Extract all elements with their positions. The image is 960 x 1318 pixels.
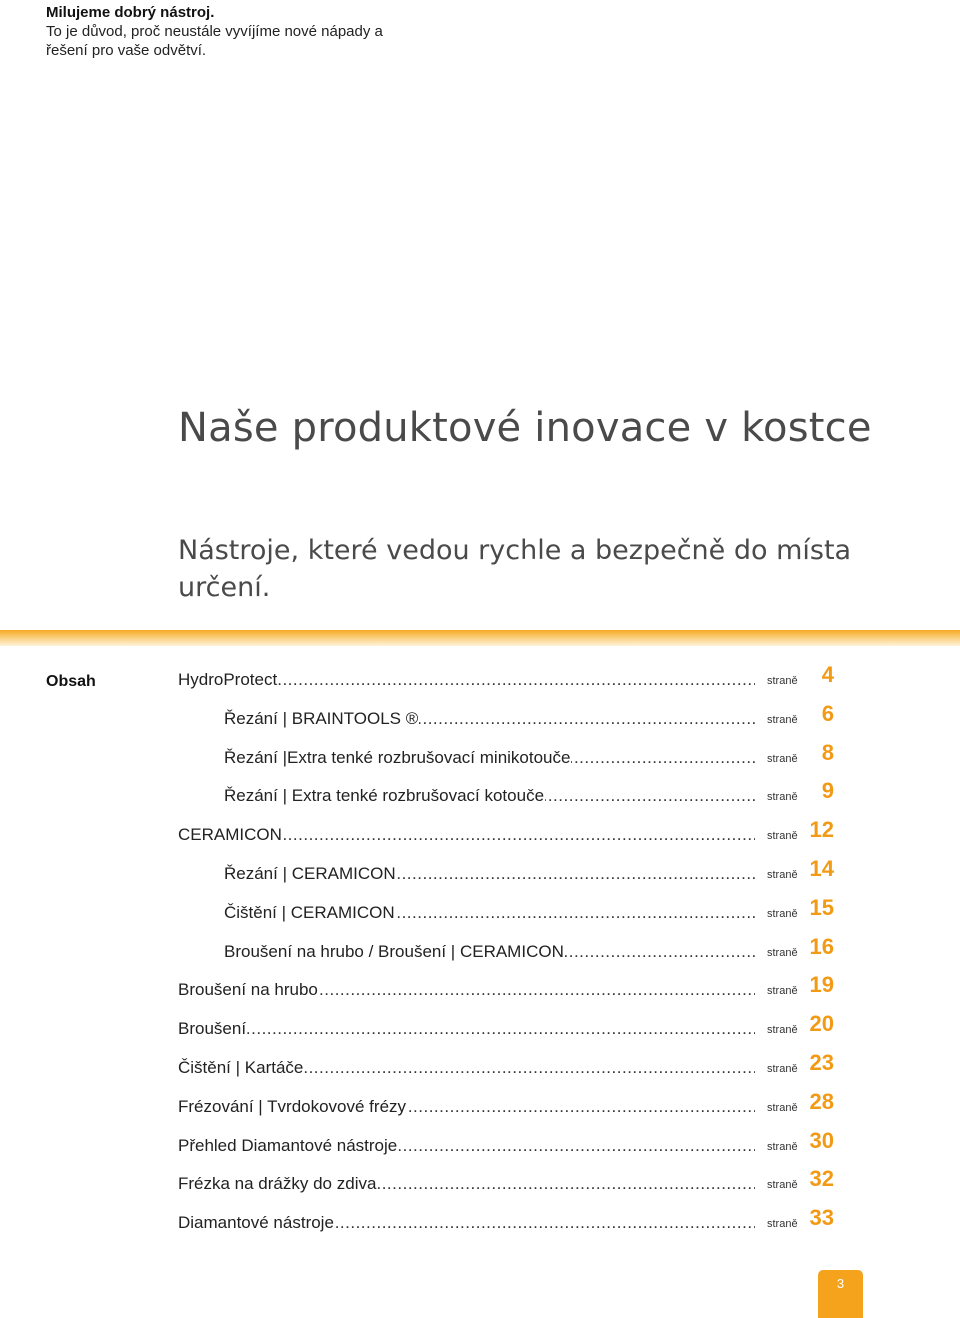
toc-entry-label: ..... Broušení: [178, 1019, 755, 1039]
toc-entry-page: 14: [809, 856, 834, 881]
page-number-tab: [818, 1270, 863, 1318]
toc-entry-cisteni-ceramicon[interactable]: [0, 891, 960, 930]
leader-dots: [178, 1019, 755, 1039]
page-prefix: straně: [767, 985, 798, 998]
page-title: Naše produktové inovace v kostce: [178, 405, 872, 451]
toc-entry-page: 9: [821, 778, 834, 804]
page-prefix: straně: [767, 675, 798, 687]
page-prefix: straně: [767, 1063, 798, 1075]
toc-entry-label: ..... Diamantové nástroje: [178, 1213, 755, 1233]
page-prefix: straně: [767, 907, 798, 920]
toc-heading: Obsah: [46, 673, 96, 690]
toc-entry-label: ..... Řezání | Extra tenké rozbrušovací kotouče: [224, 786, 755, 806]
tagline-heading: Milujeme dobrý nástroj.: [46, 4, 215, 21]
toc-entry-rezani-ceramicon[interactable]: [0, 852, 960, 891]
toc-entry-page: 16: [809, 933, 834, 959]
tagline-line-2: řešení pro vaše odvětví.: [46, 42, 207, 59]
toc-entry-diamantove-nastroje[interactable]: [0, 1201, 960, 1240]
toc-entry-label: ..... CERAMICON: [178, 825, 755, 845]
toc-entry-page: 19: [809, 972, 834, 998]
page-prefix: straně: [767, 1140, 798, 1153]
toc-entry-brouseni-na-hrubo[interactable]: [0, 968, 960, 1007]
page-prefix: straně: [767, 1024, 798, 1037]
toc-entry-label: ..... Řezání | BRAINTOOLS ®: [224, 709, 755, 729]
toc-entry-page: 20: [809, 1011, 834, 1037]
page-prefix: straně: [767, 1179, 798, 1192]
page-prefix: straně: [767, 869, 798, 881]
toc-entry-label: ..... HydroProtect: [178, 670, 755, 690]
toc-entry-label: ..... Broušení na hrubo / Broušení | CERAMICON: [224, 942, 755, 962]
toc-entry-cisteni-kartace[interactable]: [0, 1046, 960, 1085]
page-prefix: straně: [767, 1101, 798, 1114]
toc-entry-page: 12: [809, 817, 834, 843]
toc-entry-rezani-minikotouce[interactable]: [0, 736, 960, 775]
tagline-line-1: To je důvod, proč neustále vyvíjíme nové nápady a: [46, 23, 383, 40]
page-prefix: straně: [767, 713, 798, 726]
toc-entry-ceramicon[interactable]: [0, 813, 960, 852]
toc-entry-page: 6: [821, 700, 834, 726]
toc-entry-page: 15: [809, 894, 834, 920]
page-prefix: straně: [767, 946, 798, 959]
toc-entry-brouseni[interactable]: [0, 1007, 960, 1046]
toc-entry-label: ..... Čištění | CERAMICON: [224, 903, 755, 923]
toc-entry-hydroprotect[interactable]: [0, 658, 960, 697]
toc-entry-label: ..... Broušení na hrubo: [178, 980, 755, 1000]
toc-entry-prehled-diamantove[interactable]: [0, 1124, 960, 1163]
toc-entry-page: 23: [809, 1050, 834, 1075]
toc-entry-page: 28: [809, 1088, 834, 1114]
page-prefix: straně: [767, 1218, 798, 1231]
toc-entry-frezovani[interactable]: [0, 1085, 960, 1124]
page-prefix: straně: [767, 791, 798, 804]
page-prefix: straně: [767, 830, 798, 843]
orange-divider-band: [0, 630, 960, 646]
toc-entry-page: 32: [809, 1166, 834, 1192]
page-subtitle: Nástroje, které vedou rychle a bezpečně do místa určení.: [178, 535, 852, 603]
toc-entry-label: ..... Přehled Diamantové nástroje: [178, 1136, 755, 1156]
toc-entry-frezka-drazky[interactable]: [0, 1162, 960, 1201]
page-number: 3: [836, 1276, 845, 1291]
tagline: [46, 3, 466, 60]
toc-entry-rezani-kotouce[interactable]: [0, 774, 960, 813]
toc-entry-page: 30: [809, 1127, 834, 1153]
toc-entry-label: ..... Řezání | CERAMICON: [224, 864, 755, 884]
toc-entry-brouseni-ceramicon[interactable]: [0, 930, 960, 969]
toc-entry-page: 4: [821, 662, 834, 687]
page-prefix: straně: [767, 752, 798, 765]
toc-entry-page: 8: [821, 739, 834, 765]
toc-entry-label: ..... Frézka na drážky do zdiva: [178, 1174, 755, 1194]
toc-entry-page: 33: [809, 1205, 834, 1231]
toc-entry-label: ..... Řezání |Extra tenké rozbrušovací minikotouče: [224, 748, 755, 768]
toc-entry-label: ..... Frézování | Tvrdokovové frézy: [178, 1097, 755, 1117]
toc-entry-label: ..... Čištění | Kartáče: [178, 1058, 755, 1078]
toc-entry-rezani-braintools[interactable]: [0, 697, 960, 736]
